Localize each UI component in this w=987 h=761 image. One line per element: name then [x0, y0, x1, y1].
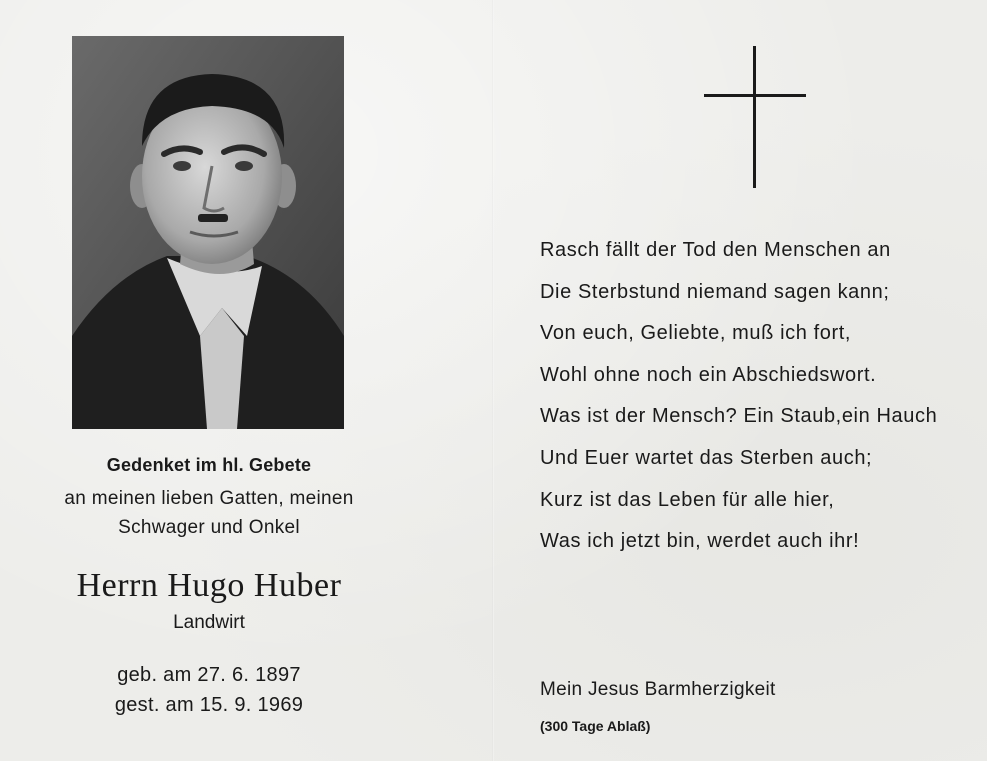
memorial-dedication-line-2: Schwager und Onkel — [118, 517, 300, 538]
poem-line: Was ist der Mensch? Ein Staub,ein Hauch — [540, 405, 938, 428]
poem-line: Kurz ist das Leben für alle hier, — [540, 488, 835, 511]
poem-line: Wohl ohne noch ein Abschiedswort. — [540, 363, 877, 386]
occupation: Landwirt — [173, 612, 245, 633]
memorial-heading: Gedenket im hl. Gebete — [106, 455, 312, 475]
poem-line: Rasch fällt der Tod den Menschen an — [540, 239, 891, 261]
indulgence-note: (300 Tage Ablaß) — [540, 718, 651, 734]
birth-date: geb. am 27. 6. 1897 — [117, 664, 301, 686]
deceased-name: Herrn Hugo Huber — [76, 567, 342, 604]
poem-line: Von euch, Geliebte, muß ich fort, — [540, 322, 852, 345]
prayer-text: Mein Jesus Barmherzigkeit — [540, 679, 776, 700]
poem — [540, 240, 970, 573]
memorial-dedication-line-1: an meinen lieben Gatten, meinen — [64, 488, 354, 509]
death-date: gest. am 15. 9. 1969 — [114, 694, 304, 716]
card-fold — [492, 0, 494, 761]
poem-line: Und Euer wartet das Sterben auch; — [540, 446, 873, 469]
poem-line: Was ich jetzt bin, werdet auch ihr! — [540, 530, 860, 553]
portrait-photo — [72, 36, 344, 429]
poem-line: Die Sterbstund niemand sagen kann; — [540, 280, 890, 303]
cross-icon — [704, 46, 806, 188]
